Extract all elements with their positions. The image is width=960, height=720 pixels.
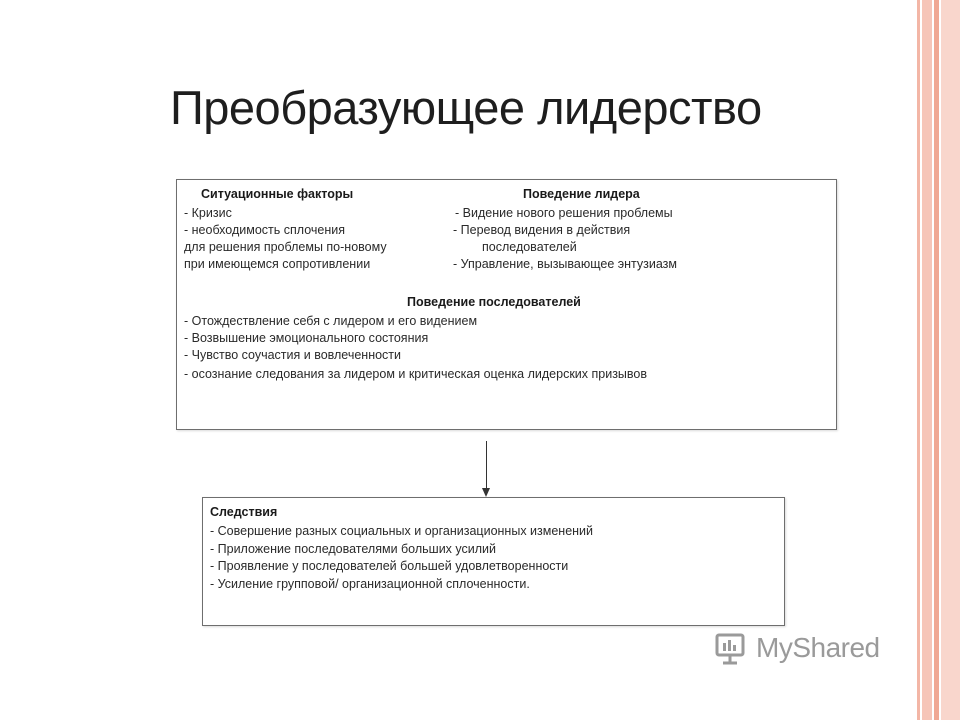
decorative-stripe xyxy=(934,0,939,720)
situational-line: - Кризис xyxy=(184,206,232,220)
leader-behavior-header: Поведение лидера xyxy=(523,187,640,201)
decorative-stripe xyxy=(941,0,960,720)
factors-box xyxy=(176,179,837,430)
consequences-line: - Проявление у последователей большей удовлетворенности xyxy=(210,559,569,573)
logo-text: MyShared xyxy=(756,632,880,663)
flow-arrow-head xyxy=(482,488,490,497)
consequences-box xyxy=(202,497,785,626)
flow-arrow-line xyxy=(486,441,487,489)
leader-line: - Видение нового решения проблемы xyxy=(455,206,673,220)
consequences-line: - Совершение разных социальных и организационных изменений xyxy=(210,524,594,538)
slide-title: Преобразующее лидерство xyxy=(170,81,762,134)
leader-line: последователей xyxy=(482,240,577,254)
leader-line: - Управление, вызывающее энтузиазм xyxy=(453,257,678,271)
consequences-header: Следствия xyxy=(210,505,278,519)
followers-line: - Чувство соучастия и вовлеченности xyxy=(184,348,402,362)
presentation-board-icon xyxy=(714,632,750,666)
situational-line: при имеющемся сопротивлении xyxy=(184,257,371,271)
decorative-stripe xyxy=(917,0,920,720)
leader-line: - Перевод видения в действия xyxy=(453,223,631,237)
decorative-stripe xyxy=(922,0,932,720)
consequences-line: - Приложение последователями больших усилий xyxy=(210,542,496,556)
situational-line: для решения проблемы по-новому xyxy=(184,240,387,254)
followers-line: - Возвышение эмоционального состояния xyxy=(184,331,429,345)
consequences-line: - Усиление групповой/ организационной сплоченности. xyxy=(210,577,530,591)
followers-line: - осознание следования за лидером и критическая оценка лидерских призывов xyxy=(184,367,648,381)
followers-line: - Отождествление себя с лидером и его видением xyxy=(184,314,478,328)
situational-line: - необходимость сплочения xyxy=(184,223,346,237)
followers-behavior-header: Поведение последователей xyxy=(407,295,581,309)
situational-factors-header: Ситуационные факторы xyxy=(201,187,354,201)
